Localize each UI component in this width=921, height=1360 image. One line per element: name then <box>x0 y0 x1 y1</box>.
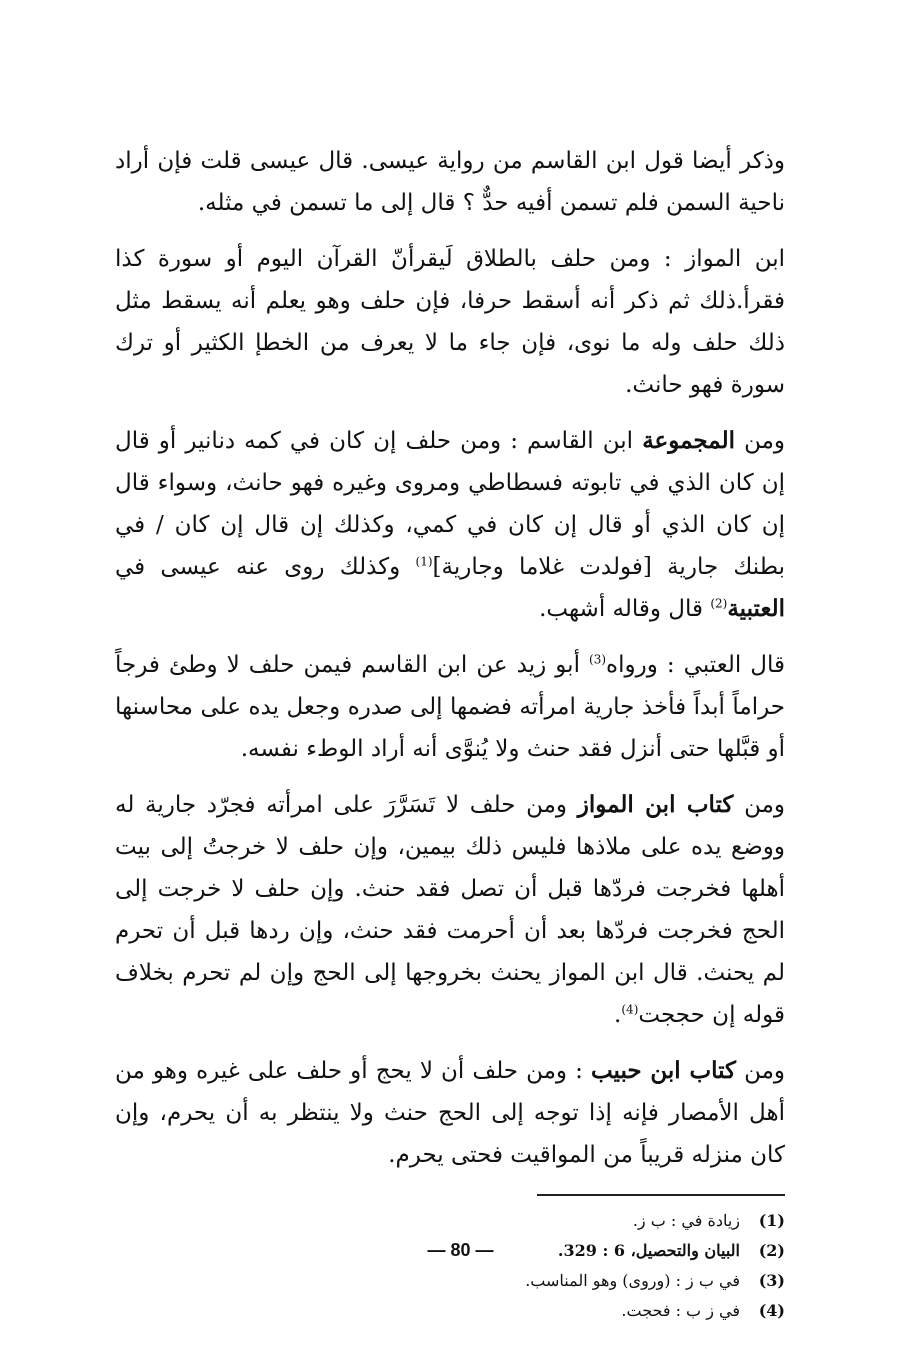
paragraph-5-text: ومن حلف لا تَسَرَّرَ على امرأته فجرّد جارية له ووضع يده على ملاذها فليس ذلك بيمين، وإن حلف لا خرجتُ إلى بيت أهلها فخرجت فردّها قبل أن تصل فقد حنث. وإن حلف لا خرجت إلى الحج فخرجت فردّها بعد أن أحرمت فقد حنث، وإن ردها قبل أن تحرم لم يحنث. قال ابن المواز يحنث بخروجها إلى الحج وإن لم تحرم بخلاف قوله إن حججت <box>115 792 785 1028</box>
paragraph-3 <box>115 420 785 630</box>
paragraph-1-text: وذكر أيضا قول ابن القاسم من رواية عيسى. قال عيسى قلت فإن أراد ناحية السمن فلم تسمن أفيه حدٌّ ؟ قال إلى ما تسمن في مثله. <box>115 148 785 216</box>
paragraph-3-text: ابن القاسم : ومن حلف إن كان في كمه دنانير أو قال إن كان الذي في تابوته فسطاطي ومروى وغيره فهو حانث، وسواء قال إن كان الذي أو قال إن كان في كمي، وكذلك إن قال إن كان / في بطنك جارية [فولدت غلاما وجارية] <box>115 428 786 580</box>
paragraph-4-text2: أبو زيد عن ابن القاسم فيمن حلف لا وطئ فرجاً حراماً أبداً فأخذ جارية امرأته فضمها إلى صدره وجعل يده على محاسنها أو قبَّلها حتى أنزل فقد حنث ولا يُنوَّى أنه أراد الوطء نفسه. <box>115 652 785 762</box>
footnote-ref-4: (4) <box>621 1002 639 1017</box>
paragraph-6 <box>115 1050 785 1176</box>
footnote-text: في ب ز : (وروى) وهو المناسب. <box>525 1271 740 1290</box>
footnote-text: البيان والتحصيل، 6 : 329. <box>557 1241 740 1260</box>
footnote-item <box>115 1206 785 1236</box>
paragraph-2-text: ابن المواز : ومن حلف بالطلاق لَيقرأنّ القرآن اليوم أو سورة كذا فقرأ.ذلك ثم ذكر أنه أسقط حرفا، فإن حلف وهو يعلم أنه يسقط مثل ذلك حلف وله ما نوى، فإن جاء ما لا يعرف من الخطإ الكثير أو ترك سورة فهو حانث. <box>115 246 785 398</box>
source-title-utbiyya: العتبية <box>727 595 785 622</box>
paragraph-4 <box>115 644 785 770</box>
paragraph-3-lead: ومن <box>744 428 786 454</box>
footnote-ref-1: (1) <box>415 554 433 569</box>
footnote-number: (1) <box>758 1211 785 1230</box>
source-title-majmuah: المجموعة <box>642 427 735 454</box>
footnote-text: زيادة في : ب ز. <box>632 1211 740 1230</box>
paragraph-3-text2: وكذلك روى عنه عيسى في <box>115 554 401 580</box>
footnote-number: (4) <box>758 1301 785 1320</box>
footnote-number: (3) <box>758 1271 785 1290</box>
paragraph-3-text3: قال وقاله أشهب. <box>539 596 704 622</box>
footnote-item <box>115 1296 785 1326</box>
footnote-ref-3: (3) <box>589 652 607 667</box>
footnote-divider <box>537 1194 785 1196</box>
paragraph-5-lead: ومن <box>744 792 786 818</box>
document-page <box>115 140 785 1320</box>
source-title-ibn-mawwaz: كتاب ابن المواز <box>577 791 734 818</box>
paragraph-1 <box>115 140 785 224</box>
page-number: — 80 — <box>427 1240 494 1260</box>
paragraph-2 <box>115 238 785 406</box>
paragraph-6-text: : ومن حلف أن لا يحج أو حلف على غيره وهو من أهل الأمصار فإنه إذا توجه إلى الحج حنث ولا ينتظر به أن يحرم، وإن كان منزله قريباً من المواقيت فحتى يحرم. <box>115 1058 785 1168</box>
footnote-text: في ز ب : فحجت. <box>621 1301 740 1320</box>
paragraph-5 <box>115 784 785 1036</box>
footnotes <box>115 1206 785 1326</box>
footnote-item <box>115 1266 785 1296</box>
paragraph-6-lead: ومن <box>744 1058 786 1084</box>
source-title-ibn-habib: كتاب ابن حبيب <box>590 1057 736 1084</box>
paragraph-5-text2: . <box>614 1002 622 1028</box>
footnote-ref-2: (2) <box>710 596 728 611</box>
footnote-number: (2) <box>758 1241 785 1260</box>
paragraph-4-text: قال العتبي : ورواه <box>606 652 786 678</box>
